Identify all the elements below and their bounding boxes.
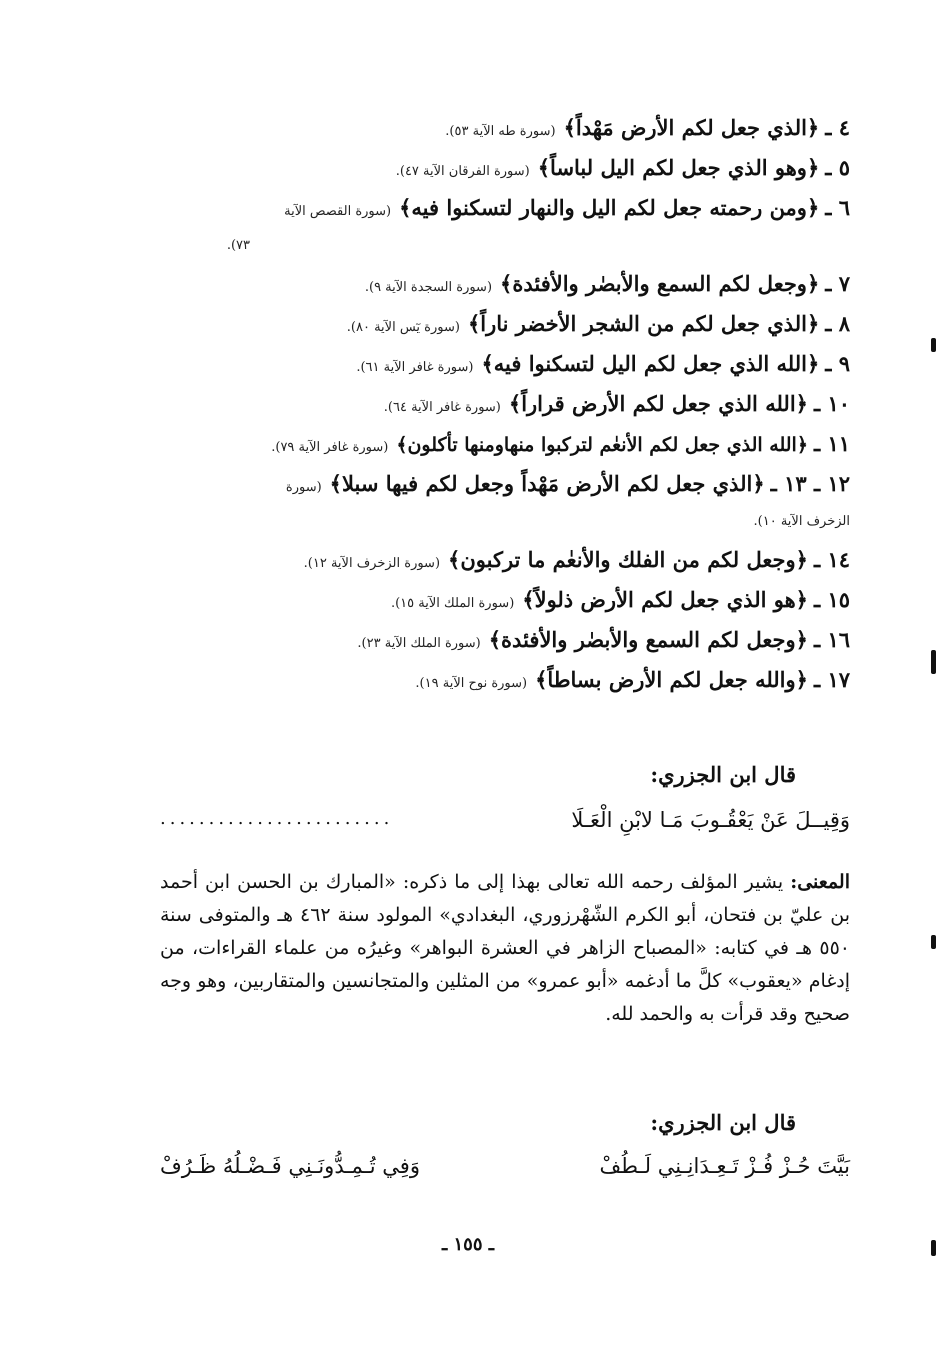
- commentary-text: يشير المؤلف رحمه الله تعالى بهذا إلى ما ذكره: «المبارك بن الحسن ابن أحمد بن عليّ بن فتحان، أبو الكرم الشّهْرزوري، البغدادي» المولود سنة ٤٦٢ هـ والمتوفى سنة ٥٥٠ هـ في كتابه: «المصباح الزاهر في العشرة البواهر» وغيرُه من علماء القراءات، من إدغام «يعقوب» كلَّ ما أدغمه «أبو عمرو» من المثلين والمتجانسين والمتقاربين، وهو وجه صحيح وقد قرأت به والحمد لله.: [160, 871, 850, 1025]
- verse-reference: (سورة الزخرف الآية ١٢).: [303, 556, 441, 571]
- scan-edge-mark: [931, 338, 936, 352]
- verse-number: ١١ ـ: [813, 431, 850, 456]
- verse-line: [150, 344, 850, 384]
- verse-text: ﴿الله الذي جعل لكم الأنعٰم لتركبوا منهاومنها تأكلون﴾: [396, 434, 808, 456]
- verse-reference: (سورة السجدة الآية ٩).: [364, 280, 493, 295]
- scan-edge-mark: [931, 1240, 936, 1256]
- verse-number: ٩ ـ: [825, 351, 850, 376]
- verse-text: ﴿الله الذي جعل لكم اليل لتسكنوا فيه﴾: [481, 351, 820, 376]
- verse-line: [150, 108, 850, 148]
- verse-reference: (سورة: [285, 480, 322, 495]
- verse-number: ٨ ـ: [825, 311, 850, 336]
- verse-reference: (سورة غافر الآية ٧٩).: [271, 440, 389, 455]
- verse-number: ١٤ ـ: [813, 547, 850, 572]
- verse-number: ٧ ـ: [825, 271, 850, 296]
- verse-list: [150, 108, 850, 700]
- verse-line: [150, 464, 850, 504]
- poem-hemistich-right: بَيَّتَ حُـزْ فُـزْ تَـعِـدَانِـنِي لَـطُفْ: [599, 1154, 850, 1178]
- verse-number: ٦ ـ: [825, 195, 850, 220]
- verse-line: [150, 264, 850, 304]
- verse-line: [150, 424, 850, 464]
- verse-line: [150, 304, 850, 344]
- reference-continuation-text: ٧٣).: [226, 238, 250, 253]
- verse-number: ١٦ ـ: [813, 627, 850, 652]
- verse-text: ﴿الذي جعل لكم الأرض مَهْداً وجعل لكم فيها سبلا﴾: [329, 471, 765, 496]
- poem-verse: [160, 808, 850, 832]
- verse-line: [150, 580, 850, 620]
- page-number: ـ ١٥٥ ـ: [441, 1234, 495, 1255]
- verse-reference: (سورة غافر الآية ٦١).: [356, 360, 474, 375]
- commentary-label: المعنى:: [790, 871, 850, 893]
- speaker-heading: قال ابن الجزري:: [650, 1110, 796, 1135]
- verse-reference-continuation: [150, 228, 850, 264]
- verse-line: [150, 620, 850, 660]
- speaker-heading: قال ابن الجزري:: [650, 762, 796, 787]
- verse-number: ١٥ ـ: [813, 587, 850, 612]
- verse-number: ٤ ـ: [825, 115, 850, 140]
- poem-hemistich-left: ........................: [160, 808, 394, 829]
- verse-line: [150, 384, 850, 424]
- verse-text: ﴿والله جعل لكم الأرض بساطاً﴾: [535, 667, 808, 692]
- verse-text: ﴿الله الذي جعل لكم الأرض قراراً﴾: [508, 391, 808, 416]
- verse-line: [150, 660, 850, 700]
- verse-reference: (سورة غافر الآية ٦٤).: [383, 400, 501, 415]
- verse-reference: (سورة الملك الآية ٢٣).: [357, 636, 481, 651]
- reference-continuation-text: الزخرف الآية ١٠).: [753, 514, 850, 529]
- verse-text: ﴿وهو الذي جعل لكم اليل لباساً﴾: [537, 155, 820, 180]
- poem-hemistich-right: وَقِيــلَ عَنْ يَعْقُـوبَ مَـا لابْنِ الْعَـلَا: [571, 808, 850, 832]
- poem-hemistich-left: وَفِي تُـمِـدُّونَـنِي فَـضْـلُهُ ظَـرُفْ: [160, 1154, 420, 1178]
- verse-line: [150, 540, 850, 580]
- verse-number: ٥ ـ: [825, 155, 850, 180]
- commentary-paragraph: [160, 866, 850, 1031]
- verse-reference: (سورة نوح الآية ١٩).: [415, 676, 528, 691]
- verse-number: ١٠ ـ: [813, 391, 850, 416]
- verse-text: ﴿وجعل لكم السمع والأبصٰر والأفئدة﴾: [500, 271, 820, 296]
- scan-edge-mark: [931, 935, 936, 949]
- verse-reference: (سورة الملك الآية ١٥).: [390, 596, 515, 611]
- verse-reference: (سورة يٓس الآية ٨٠).: [346, 320, 460, 335]
- verse-text: ﴿وجعل لكم من الفلك والأنعٰم ما تركبون﴾: [448, 547, 808, 572]
- verse-text: ﴿الذي جعل لكم الأرض مَهْداً﴾: [563, 115, 820, 140]
- verse-text: ﴿الذي جعل لكم من الشجر الأخضر ناراً﴾: [467, 311, 820, 336]
- verse-reference-continuation: [150, 504, 850, 540]
- verse-number: ١٢ ـ ١٣ ـ: [770, 471, 850, 496]
- verse-number: ١٧ ـ: [813, 667, 850, 692]
- verse-reference: (سورة الفرقان الآية ٤٧).: [395, 164, 530, 179]
- verse-line: [150, 188, 850, 228]
- verse-reference: (سورة القصص الآية: [284, 204, 392, 219]
- verse-text: ﴿ومن رحمته جعل لكم اليل والنهار لتسكنوا فيه﴾: [399, 195, 820, 220]
- poem-verse: [160, 1154, 850, 1178]
- scan-edge-mark: [931, 650, 936, 674]
- verse-text: ﴿وجعل لكم السمع والأبصٰر والأفئدة﴾: [488, 627, 808, 652]
- verse-reference: (سورة طه الآية ٥٣).: [445, 124, 556, 139]
- verse-text: ﴿هو الذي جعل لكم الأرض ذلولاً﴾: [522, 587, 808, 612]
- verse-line: [150, 148, 850, 188]
